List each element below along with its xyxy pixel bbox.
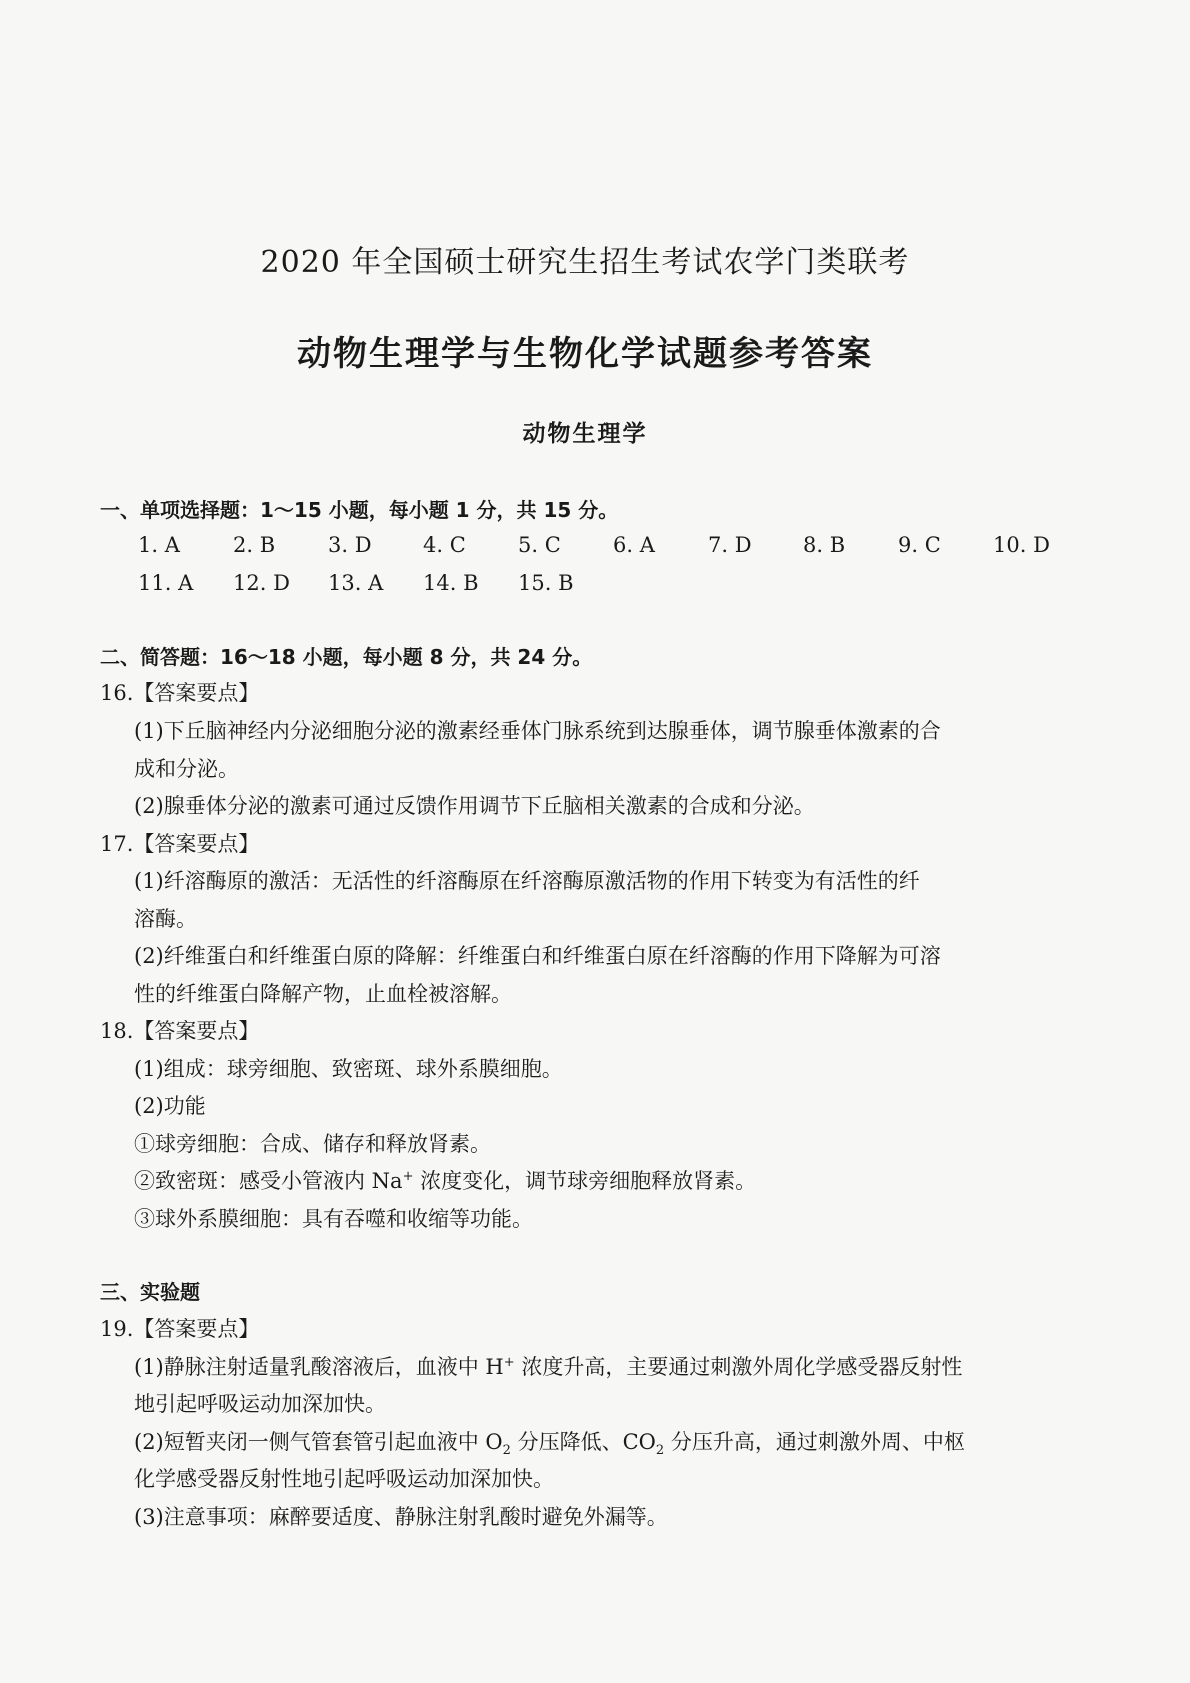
part2-heading: 二、简答题：16～18 小题，每小题 8 分，共 24 分。 (100, 645, 593, 669)
text-segment: 分压降低、CO (510, 1430, 656, 1454)
subscript: 2 (502, 1443, 511, 1459)
q17-paragraph1-line2: 溶酶。 (134, 907, 197, 931)
q16-paragraph1-line1: (1)下丘脑神经内分泌细胞分泌的激素经垂体门脉系统到达腺垂体，调节腺垂体激素的合 (134, 719, 941, 743)
section-title: 动物生理学 (522, 421, 648, 447)
q17-label: 17.【答案要点】 (100, 832, 260, 856)
answer-item: 2. B (233, 533, 276, 557)
answer-item: 10. D (993, 533, 1050, 557)
q18-paragraph3: ①球旁细胞：合成、储存和释放肾素。 (134, 1132, 491, 1156)
answer-item: 12. D (233, 571, 290, 595)
answer-item: 5. C (518, 533, 561, 557)
part1-heading: 一、单项选择题：1～15 小题，每小题 1 分，共 15 分。 (100, 498, 619, 522)
exam-title: 2020 年全国硕士研究生招生考试农学门类联考 (260, 245, 910, 280)
q16-label: 16.【答案要点】 (100, 681, 260, 705)
answer-item: 3. D (328, 533, 372, 557)
q17-paragraph2-line1: (2)纤维蛋白和纤维蛋白原的降解：纤维蛋白和纤维蛋白原在纤溶酶的作用下降解为可溶 (134, 944, 941, 968)
text-segment: 浓度升高，主要通过刺激外周化学感受器反射性 (514, 1355, 963, 1379)
document-subtitle: 动物生理学与生物化学试题参考答案 (297, 334, 873, 374)
q19-paragraph2-line1 (134, 1428, 965, 1459)
q17-paragraph1-line1: (1)纤溶酶原的激活：无活性的纤溶酶原在纤溶酶原激活物的作用下转变为有活性的纤 (134, 869, 920, 893)
subscript: 2 (655, 1443, 665, 1459)
text-segment: (2)短暂夹闭一侧气管套管引起血液中 O (134, 1430, 503, 1454)
answer-item: 11. A (138, 571, 194, 595)
q17-paragraph2-line2: 性的纤维蛋白降解产物，止血栓被溶解。 (134, 982, 512, 1006)
q19-paragraph1-line1 (134, 1353, 962, 1381)
q18-paragraph1: (1)组成：球旁细胞、致密斑、球外系膜细胞。 (134, 1057, 563, 1081)
answer-item: 13. A (328, 571, 384, 595)
answer-item: 6. A (613, 533, 655, 557)
text-segment: (1)静脉注射适量乳酸溶液后，血液中 H (134, 1355, 504, 1379)
q19-paragraph3: (3)注意事项：麻醉要适度、静脉注射乳酸时避免外漏等。 (134, 1505, 668, 1529)
q19-paragraph1-line2: 地引起呼吸运动加深加快。 (134, 1392, 386, 1416)
q18-paragraph5: ③球外系膜细胞：具有吞噬和收缩等功能。 (134, 1207, 533, 1231)
text-segment: ②致密斑：感受小管液内 Na (134, 1169, 403, 1193)
text-segment: 分压升高，通过刺激外周、中枢 (664, 1430, 965, 1454)
answer-item: 8. B (803, 533, 846, 557)
q19-label: 19.【答案要点】 (100, 1317, 260, 1341)
q16-paragraph1-line2: 成和分泌。 (134, 757, 239, 781)
answer-item: 14. B (423, 571, 479, 595)
answer-item: 15. B (518, 571, 574, 595)
part3-heading: 三、实验题 (100, 1280, 200, 1304)
q18-label: 18.【答案要点】 (100, 1019, 260, 1043)
superscript: + (402, 1169, 414, 1184)
answer-item: 4. C (423, 533, 466, 557)
q18-paragraph4 (134, 1167, 756, 1195)
answer-item: 7. D (708, 533, 752, 557)
q18-paragraph2: (2)功能 (134, 1094, 206, 1118)
superscript: + (503, 1355, 515, 1370)
answer-item: 1. A (138, 533, 180, 557)
answer-item: 9. C (898, 533, 941, 557)
text-segment: 浓度变化，调节球旁细胞释放肾素。 (413, 1169, 757, 1193)
q16-paragraph2: (2)腺垂体分泌的激素可通过反馈作用调节下丘脑相关激素的合成和分泌。 (134, 794, 815, 818)
q19-paragraph2-line2: 化学感受器反射性地引起呼吸运动加深加快。 (134, 1467, 554, 1491)
